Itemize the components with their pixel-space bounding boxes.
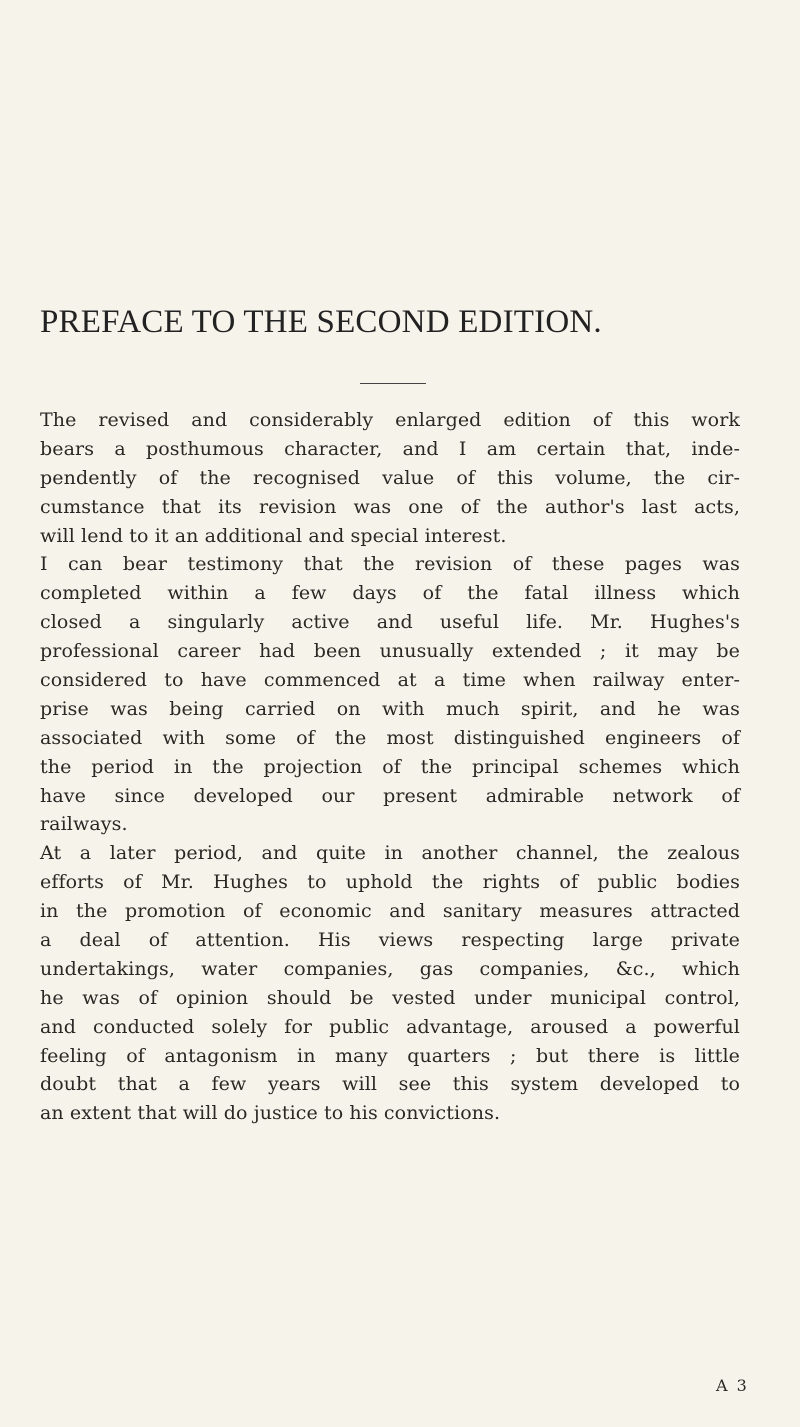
text-line: prise was being carried on with much spirit, and he was bbox=[40, 697, 740, 720]
text-line: doubt that a few years will see this system developed to bbox=[40, 1073, 740, 1096]
text-line: pendently of the recognised value of this volume, the cir- bbox=[40, 466, 740, 489]
text-line: associated with some of the most distinguished engineers of bbox=[40, 726, 740, 749]
text-line: in the promotion of economic and sanitary measures attracted bbox=[40, 900, 740, 923]
text-line: I can bear testimony that the revision of these pages was bbox=[40, 553, 740, 576]
text-line: completed within a few days of the fatal illness which bbox=[40, 582, 740, 605]
text-line: professional career had been unusually extended ; it may be bbox=[40, 640, 740, 663]
text-line: railways. bbox=[40, 813, 128, 836]
text-line: an extent that will do justice to his convictions. bbox=[40, 1102, 501, 1125]
text-line: feeling of antagonism in many quarters ; but there is little bbox=[40, 1044, 740, 1067]
text-line: have since developed our present admirable network of bbox=[40, 784, 740, 807]
text-line: undertakings, water companies, gas companies, &c., which bbox=[40, 957, 740, 980]
text-line: he was of opinion should be vested under municipal control, bbox=[40, 986, 740, 1009]
text-line: a deal of attention. His views respecting large private bbox=[40, 929, 740, 952]
text-line: cumstance that its revision was one of the author's last acts, bbox=[40, 495, 740, 518]
text-line: The revised and considerably enlarged edition of this work bbox=[40, 409, 740, 431]
text-line: considered to have commenced at a time when railway enter- bbox=[40, 669, 740, 692]
text-line: closed a singularly active and useful life. Mr. Hughes's bbox=[40, 611, 740, 634]
body-text bbox=[40, 406, 740, 1128]
text-line: At a later period, and quite in another channel, the zealous bbox=[40, 842, 740, 865]
page-title: PREFACE TO THE SECOND EDITION. bbox=[40, 304, 602, 340]
title-divider bbox=[360, 383, 426, 384]
text-line: efforts of Mr. Hughes to uphold the rights of public bodies bbox=[40, 871, 740, 894]
signature-mark: A 3 bbox=[716, 1376, 749, 1395]
text-line: will lend to it an additional and special interest. bbox=[40, 524, 507, 547]
text-line: bears a posthumous character, and I am certain that, inde- bbox=[40, 437, 740, 460]
text-line: the period in the projection of the principal schemes which bbox=[40, 755, 740, 778]
text-line: and conducted solely for public advantage, aroused a powerful bbox=[40, 1015, 740, 1038]
